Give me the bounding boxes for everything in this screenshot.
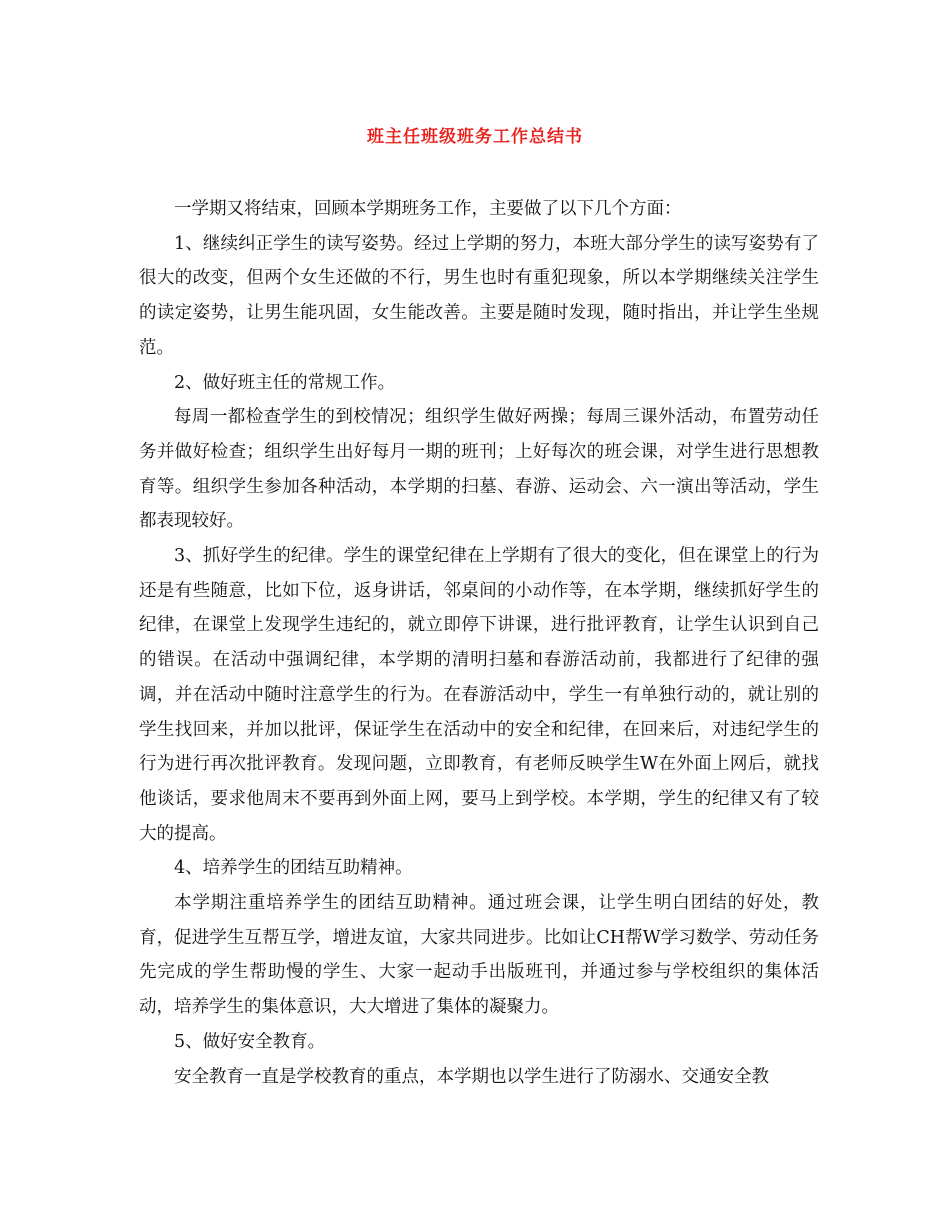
document-body <box>139 192 819 1094</box>
paragraph-heading-4: 4、培养学生的团结互助精神。 <box>174 858 413 879</box>
paragraph-intro: 一学期又将结束，回顾本学期班务工作，主要做了以下几个方面： <box>174 199 682 219</box>
paragraph-heading-2: 2、做好班主任的常规工作。 <box>174 372 396 393</box>
paragraph-section-5: 安全教育一直是学校教育的重点，本学期也以学生进行了防溺水、交通安全教 <box>174 1066 769 1087</box>
paragraph-section-1: 1、继续纠正学生的读写姿势。经过上学期的努力，本班大部分学生的读写姿势有了很大的改变，但两个女生还做的不行，男生也时有重犯现象，所以本学期继续关注学生的读定姿势，让男生能巩固，女生能改善。主要是随时发现，随时指出，并让学生坐规范。 <box>139 233 819 358</box>
document-title: 班主任班级班务工作总结书 <box>367 127 583 147</box>
paragraph-section-2: 每周一都检查学生的到校情况；组织学生做好两操；每周三课外活动，布置劳动任务并做好检查；组织学生出好每月一期的班刊；上好每次的班会课，对学生进行思想教育等。组织学生参加各种活动，本学期的扫墓、春游、运动会、六一演出等活动，学生都表现较好。 <box>139 407 819 532</box>
paragraph-section-4: 本学期注重培养学生的团结互助精神。通过班会课，让学生明白团结的好处，教育，促进学生互帮互学，增进友谊，大家共同进步。比如让CH帮W学习数学、劳动任务先完成的学生帮助慢的学生、大家一起动手出版班刊，并通过参与学校组织的集体活动，培养学生的集体意识，大大增进了集体的凝聚力。 <box>139 893 819 1018</box>
paragraph-heading-5: 5、做好安全教育。 <box>174 1031 326 1052</box>
paragraph-section-3: 3、抓好学生的纪律。学生的课堂纪律在上学期有了很大的变化，但在课堂上的行为还是有些随意，比如下位，返身讲话，邻桌间的小动作等，在本学期，继续抓好学生的纪律，在课堂上发现学生违纪的，就立即停下讲课，进行批评教育，让学生认识到自己的错误。在活动中强调纪律，本学期的清明扫墓和春游活动前，我都进行了纪律的强调，并在活动中随时注意学生的行为。在春游活动中，学生一有单独行动的，就让别的学生找回来，并加以批评，保证学生在活动中的安全和纪律，在回来后，对违纪学生的行为进行再次批评教育。发现问题，立即教育，有老师反映学生W在外面上网后，就找他谈话，要求他周末不要再到外面上网，要马上到学校。本学期，学生的纪律又有了较大的提高。 <box>139 546 819 844</box>
